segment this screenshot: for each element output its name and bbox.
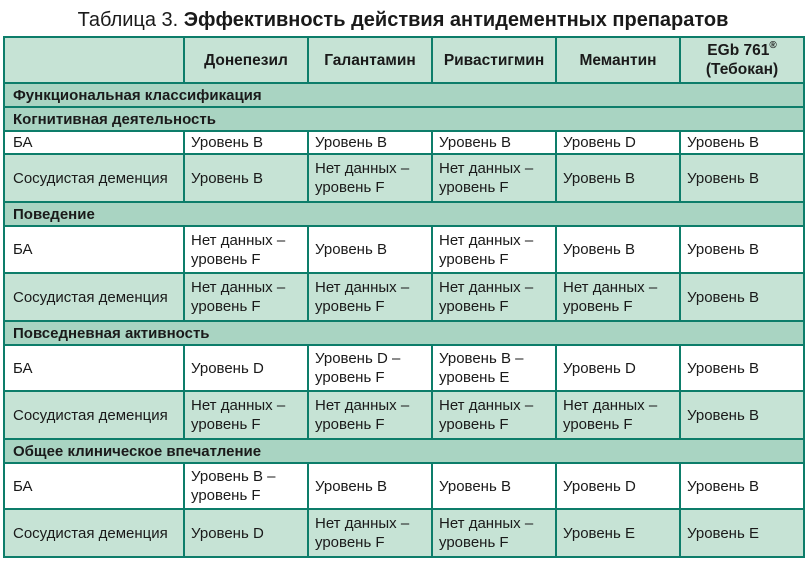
cell-value: Уровень D [563,477,636,495]
table-cell [680,154,804,202]
column-header-rivastigmine: Ривастигмин [432,37,556,83]
row-label: Сосудистая деменция [4,154,184,202]
cell-value: Уровень B [687,134,759,151]
table-row [4,509,804,557]
section-title: Повседневная активность [4,321,804,345]
cell-value: Уровень B [687,169,759,187]
table-cell [680,226,804,273]
table-cell [432,131,556,154]
functional-classification-label: Функциональная классификация [4,83,804,107]
cell-value: Нет данных – уровень F [191,279,286,315]
cell-value: Уровень B [687,359,759,377]
column-header-galantamine: Галантамин [308,37,432,83]
cell-value: Нет данных – уровень F [315,160,410,196]
cell-value: Нет данных – уровень F [191,397,286,433]
table-row [4,273,804,321]
table-cell [308,345,432,391]
cell-value: Уровень B [563,241,635,258]
table-cell [680,509,804,557]
cell-value: Уровень D – уровень F [315,350,401,386]
table-cell [184,273,308,321]
table-cell [556,273,680,321]
table-cell [680,273,804,321]
table-cell [308,131,432,154]
section-title: Поведение [4,202,804,226]
cell-value: Уровень B – уровень F [191,468,276,504]
cell-value: Нет данных – уровень F [563,279,658,315]
cell-value: Уровень D [563,359,636,377]
table-cell [432,345,556,391]
column-header-memantine: Мемантин [556,37,680,83]
row-label: Сосудистая деменция [4,509,184,557]
cell-value: Уровень B [687,241,759,258]
row-label: БА [4,131,184,154]
cell-value: Нет данных – уровень F [439,279,534,315]
row-label: БА [4,463,184,509]
table-cell [680,463,804,509]
cell-value: Уровень B [439,477,511,495]
table-cell [432,463,556,509]
column-header-egb761 [680,37,804,83]
table-cell [556,463,680,509]
section-row [4,321,804,345]
cell-value: Уровень B [439,134,511,151]
cell-value: Уровень B [191,169,263,187]
table-cell [680,131,804,154]
table-cell [556,154,680,202]
cell-value: Уровень D [191,524,264,542]
cell-value: Уровень B [191,134,263,151]
table-cell [556,226,680,273]
section-row [4,439,804,463]
header-row [4,37,804,83]
table-title-prefix: Таблица 3. [77,9,184,31]
table-row [4,345,804,391]
table-cell [184,226,308,273]
section-row [4,83,804,107]
cell-value: Уровень B [315,477,387,495]
table-cell [432,509,556,557]
cell-value: Уровень B [687,477,759,495]
table-cell [308,509,432,557]
row-label: Сосудистая деменция [4,391,184,439]
table-cell [680,345,804,391]
cell-value: Нет данных – уровень F [315,515,410,551]
table-cell [184,345,308,391]
header-empty-cell [4,37,184,83]
section-row [4,202,804,226]
table-row [4,391,804,439]
table-row [4,154,804,202]
table-cell [556,509,680,557]
table-cell [184,509,308,557]
cell-value: Нет данных – уровень F [315,397,410,433]
table-cell [184,131,308,154]
cell-value: Уровень B [563,169,635,187]
section-row [4,107,804,131]
cell-value: Нет данных – уровень F [439,515,534,551]
section-title: Общее клиническое впечатление [4,439,804,463]
table-cell [308,463,432,509]
cell-value: Уровень B [687,406,759,424]
table-cell [308,391,432,439]
column-header-donepezil: Донепезил [184,37,308,83]
table-row [4,226,804,273]
cell-value: Уровень B [687,288,759,306]
egb-brand: (Тебокан) [705,61,779,78]
cell-value: Уровень E [687,524,759,542]
row-label: Сосудистая деменция [4,273,184,321]
cell-value: Нет данных – уровень F [439,160,534,196]
table-cell [680,391,804,439]
cell-value: Уровень E [563,524,635,542]
table-cell [432,391,556,439]
cell-value: Уровень B – уровень E [439,350,524,386]
cell-value: Уровень D [191,359,264,377]
cell-value: Нет данных – уровень F [439,231,534,268]
table-cell [556,131,680,154]
table-row [4,463,804,509]
cell-value: Уровень D [563,134,636,151]
registered-mark: ® [769,40,777,51]
table-title [0,0,806,36]
row-label: БА [4,226,184,273]
cell-value: Нет данных – уровень F [439,397,534,433]
table-row [4,131,804,154]
table-cell [556,391,680,439]
table-cell [432,226,556,273]
section-title: Когнитивная деятельность [4,107,804,131]
cell-value: Нет данных – уровень F [563,397,658,433]
row-label: БА [4,345,184,391]
efficacy-table [3,36,805,558]
table-cell [308,154,432,202]
cell-value: Нет данных – уровень F [191,231,286,268]
table-cell [184,154,308,202]
table-cell [432,273,556,321]
cell-value: Нет данных – уровень F [315,279,410,315]
table-cell [184,463,308,509]
cell-value: Уровень B [315,134,387,151]
egb-name: EGb 761 [707,42,770,59]
table-title-main: Эффективность действия антидементных препаратов [183,9,729,31]
table-cell [184,391,308,439]
table-cell [432,154,556,202]
cell-value: Уровень B [315,241,387,258]
table-cell [308,273,432,321]
table-cell [308,226,432,273]
table-cell [556,345,680,391]
